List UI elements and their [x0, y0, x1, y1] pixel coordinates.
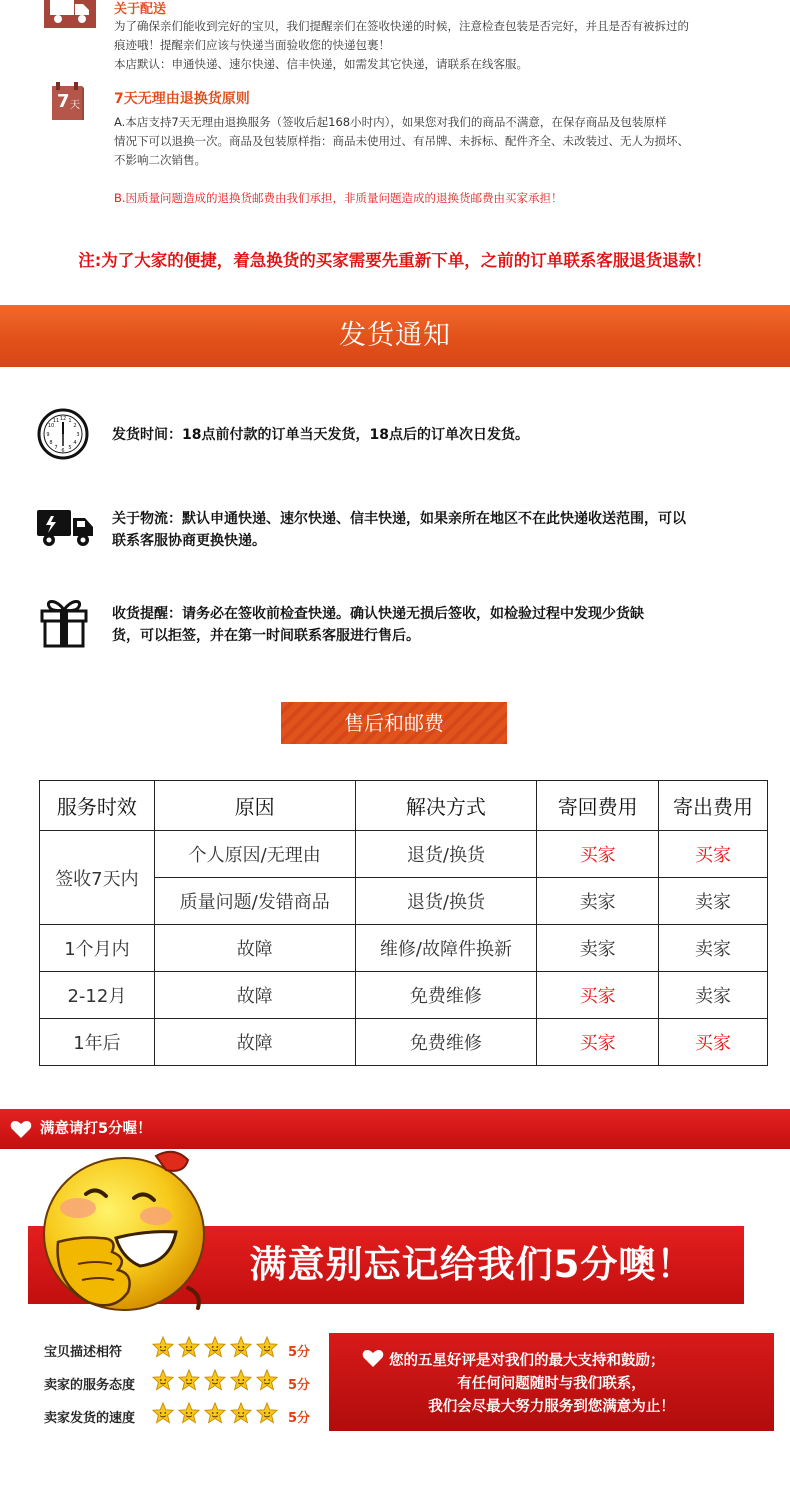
svg-text:1: 1 [68, 418, 72, 424]
clock-icon [37, 408, 89, 460]
table-row [40, 972, 768, 1019]
stars-row-speed [152, 1402, 282, 1424]
logistics-line-1: 关于物流：默认申通快递、速尔快递、信丰快递，如果亲所在地区不在此快递收送范围，可以 [112, 511, 686, 527]
star-icon [152, 1336, 174, 1362]
header-send-fee: 寄出费用 [659, 781, 768, 831]
rating-label-speed: 卖家发货的速度 [44, 1411, 136, 1426]
star-icon [204, 1402, 226, 1428]
cell-period: 1年后 [40, 1019, 155, 1066]
header-return-fee: 寄回费用 [537, 781, 659, 831]
cell-solution: 免费维修 [355, 972, 537, 1019]
star-icon [230, 1336, 252, 1362]
policy-b-line: B.因质量问题造成的退换货邮费由我们承担，非质量问题造成的退换货邮费由买家承担！ [114, 191, 563, 205]
policy-a-line-2: 情况下可以退换一次。商品及包装原样指：商品未使用过、有吊牌、未拆标、配件齐全、未改装过、无人为损坏、 [114, 134, 689, 148]
cell-send-fee: 买家 [659, 831, 768, 878]
cell-period: 2-12月 [40, 972, 155, 1019]
star-icon [230, 1369, 252, 1395]
svg-text:10: 10 [47, 423, 55, 429]
svg-text:11: 11 [52, 418, 60, 424]
rating-score-service: 5分 [288, 1378, 311, 1393]
cell-reason: 故障 [154, 1019, 355, 1066]
table-row [40, 925, 768, 972]
seven-day-badge-icon [50, 82, 86, 122]
cell-return-fee: 买家 [537, 831, 659, 878]
receive-line-1: 收货提醒：请务必在签收前检查快递。确认快递无损后签收，如检验过程中发现少货缺 [112, 606, 644, 622]
stars-row-description [152, 1336, 282, 1358]
star-icon [178, 1369, 200, 1395]
cell-solution: 退货/换货 [355, 878, 537, 925]
policy-a-line-3: 不影响二次销售。 [114, 153, 206, 167]
cell-solution: 维修/故障件换新 [355, 925, 537, 972]
delivery-line-3: 本店默认：申通快递、速尔快递、信丰快递，如需发其它快递，请联系在线客服。 [114, 57, 528, 71]
cell-period: 1个月内 [40, 925, 155, 972]
after-sale-table [39, 780, 768, 1066]
svg-text:5: 5 [68, 445, 72, 451]
star-icon [204, 1336, 226, 1362]
star-icon [256, 1402, 278, 1428]
badge-number: 7 [57, 91, 70, 112]
badge-unit: 天 [70, 100, 80, 111]
star-icon [152, 1402, 174, 1428]
svg-text:8: 8 [49, 440, 53, 446]
rating-score-description: 5分 [288, 1345, 311, 1360]
star-icon [178, 1402, 200, 1428]
header-reason: 原因 [154, 781, 355, 831]
rating-bar-text: 满意请打5分喔！ [40, 1121, 152, 1137]
cell-return-fee: 买家 [537, 972, 659, 1019]
star-icon [178, 1336, 200, 1362]
cell-solution: 免费维修 [355, 1019, 537, 1066]
big-banner-text: 满意别忘记给我们5分噢！ [249, 1243, 695, 1286]
stars-row-service [152, 1369, 282, 1391]
star-icon [152, 1369, 174, 1395]
svg-text:9: 9 [46, 432, 50, 438]
svg-text:7: 7 [54, 445, 58, 451]
receive-line-2: 货，可以拒签，并在第一时间联系客服进行售后。 [112, 628, 420, 644]
praise-line-1: 您的五星好评是对我们的最大支持和鼓励； [389, 1353, 665, 1369]
rating-score-speed: 5分 [288, 1411, 311, 1426]
cell-reason: 故障 [154, 972, 355, 1019]
praise-line-2: 有任何问题随时与我们联系， [457, 1376, 646, 1392]
cell-solution: 退货/换货 [355, 831, 537, 878]
shipping-banner: 发货通知 [0, 305, 790, 367]
cell-send-fee: 买家 [659, 1019, 768, 1066]
praise-line-3: 我们会尽最大努力服务到您满意为止！ [428, 1399, 675, 1415]
reorder-note: 注:为了大家的便捷，着急换货的买家需要先重新下单，之前的订单联系客服退货退款！ [78, 251, 712, 270]
policy-a-line-1: A.本店支持7天无理由退换服务（签收后起168小时内），如果您对我们的商品不满意，在保存商品及包装原样 [114, 115, 667, 129]
cell-reason: 质量问题/发错商品 [154, 878, 355, 925]
star-icon [256, 1336, 278, 1362]
svg-text:6: 6 [61, 448, 65, 454]
return-policy-title: 7天无理由退换货原则 [114, 91, 250, 107]
header-solution: 解决方式 [355, 781, 537, 831]
cell-return-fee: 卖家 [537, 878, 659, 925]
cell-return-fee: 买家 [537, 1019, 659, 1066]
rating-label-service: 卖家的服务态度 [44, 1378, 136, 1393]
heart-icon [10, 1119, 32, 1139]
logistics-line-2: 联系客服协商更换快递。 [112, 533, 266, 549]
svg-text:3: 3 [76, 432, 80, 438]
svg-text:4: 4 [73, 440, 77, 446]
svg-text:2: 2 [73, 423, 77, 429]
cell-send-fee: 卖家 [659, 925, 768, 972]
delivery-line-1: 为了确保亲们能收到完好的宝贝，我们提醒亲们在签收快递的时候，注意检查包装是否完好，并且是否有被拆过的 [114, 19, 689, 33]
cell-period: 签收7天内 [40, 831, 155, 925]
table-row [40, 1019, 768, 1066]
gift-icon [40, 596, 88, 648]
cell-reason: 故障 [154, 925, 355, 972]
cell-send-fee: 卖家 [659, 878, 768, 925]
after-sale-badge: 售后和邮费 [281, 702, 507, 744]
cell-reason: 个人原因/无理由 [154, 831, 355, 878]
star-icon [256, 1369, 278, 1395]
star-icon [230, 1402, 252, 1428]
logistics-truck-icon [37, 508, 95, 548]
shipping-time-text: 发货时间：18点前付款的订单当天发货，18点后的订单次日发货。 [112, 427, 529, 443]
table-header-row [40, 781, 768, 831]
cell-return-fee: 卖家 [537, 925, 659, 972]
delivery-title: 关于配送 [114, 2, 167, 17]
rating-label-description: 宝贝描述相符 [44, 1345, 123, 1360]
cell-send-fee: 卖家 [659, 972, 768, 1019]
svg-text:12: 12 [59, 416, 67, 422]
table-row [40, 831, 768, 878]
delivery-line-2: 痕迹哦！提醒亲们应该与快递当面验收您的快递包裹！ [114, 38, 390, 52]
header-period: 服务时效 [40, 781, 155, 831]
star-icon [204, 1369, 226, 1395]
delivery-truck-icon [44, 0, 96, 28]
smiley-mascot-icon [38, 1146, 218, 1321]
